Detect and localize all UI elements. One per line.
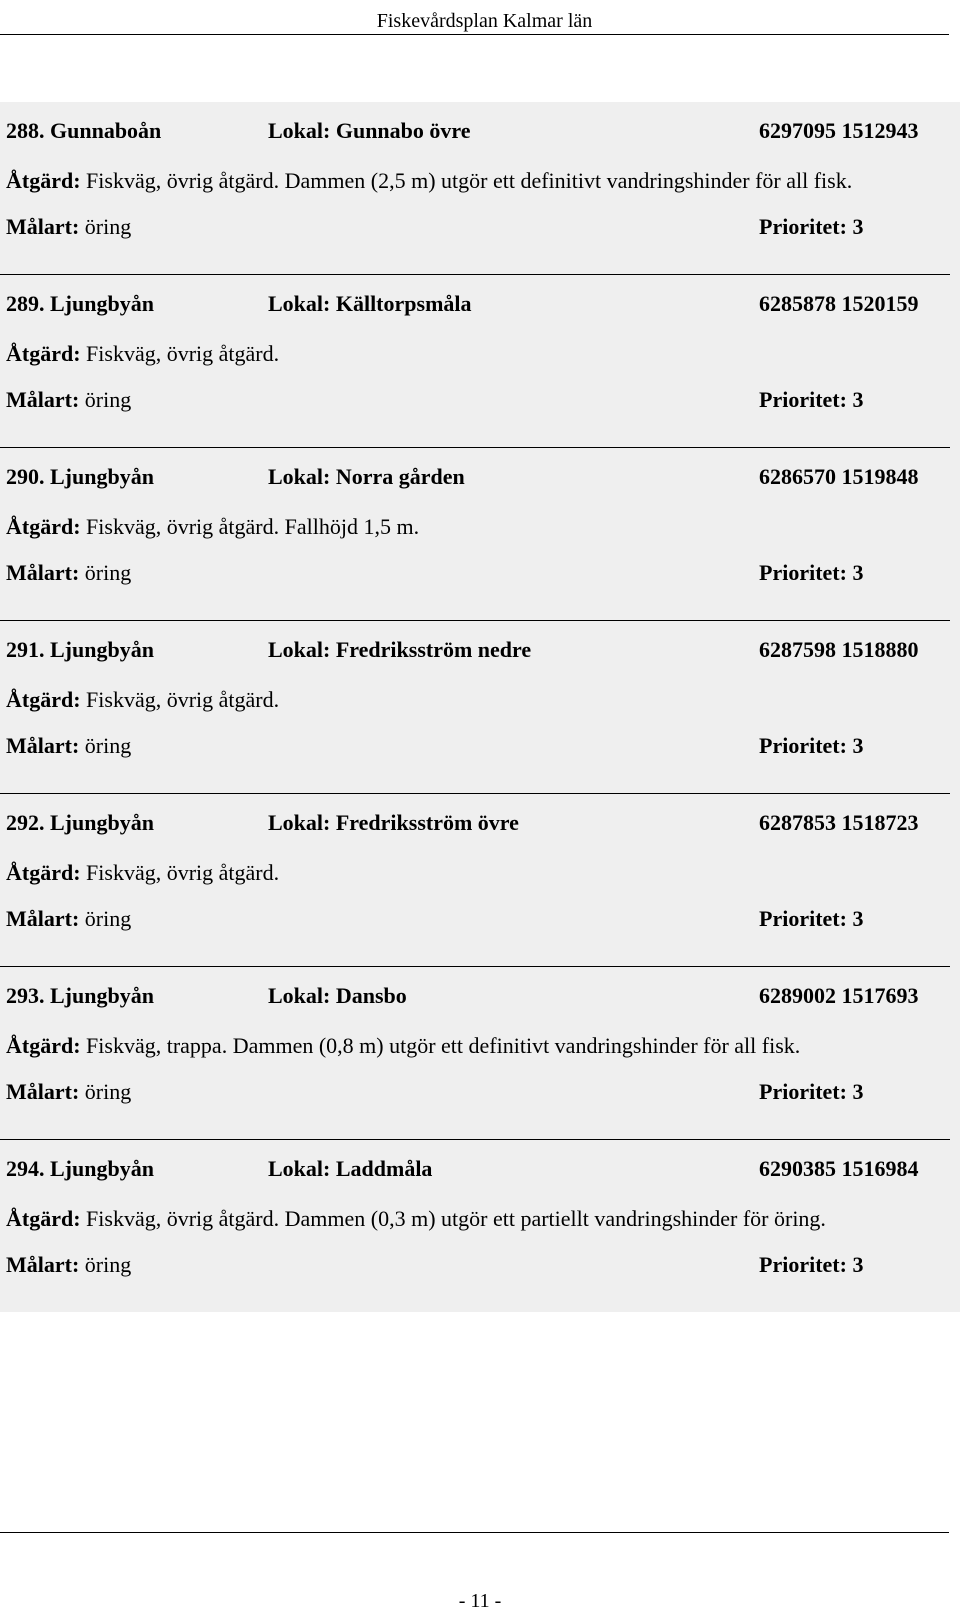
entry-lokal: Lokal: Laddmåla [268,1156,433,1181]
entry-malart-row [0,383,950,427]
atgard-label: Åtgärd: [6,1206,87,1231]
entry-header [0,621,950,679]
bottom-divider [0,1532,949,1533]
atgard-text: Fiskväg, övrig åtgärd. [86,341,280,366]
prioritet-label: Prioritet: [759,214,853,239]
malart-value: öring [84,1252,132,1277]
malart-value: öring [84,387,132,412]
atgard-text: Fiskväg, övrig åtgärd. [86,860,280,885]
entry-atgard [0,506,950,542]
prioritet-value: 3 [852,387,864,412]
malart-value: öring [84,906,132,931]
entry-lokal: Lokal: Fredriksström övre [268,810,519,835]
entry-coordinates: 6289002 1517693 [759,983,919,1008]
atgard-label: Åtgärd: [6,168,87,193]
malart-label: Målart: [6,1079,85,1104]
entry-lokal: Lokal: Gunnabo övre [268,118,471,143]
prioritet-value: 3 [852,214,864,239]
entry-malart-row [0,1075,950,1119]
prioritet-label: Prioritet: [759,1252,853,1277]
malart-value: öring [84,1079,132,1104]
entry-coordinates: 6285878 1520159 [759,291,919,316]
prioritet-label: Prioritet: [759,733,853,758]
entry-coordinates: 6287598 1518880 [759,637,919,662]
entry-atgard [0,1198,950,1234]
prioritet-label: Prioritet: [759,906,853,931]
entry-atgard [0,160,950,196]
entry-lokal: Lokal: Dansbo [268,983,407,1008]
malart-value: öring [84,733,132,758]
malart-label: Målart: [6,560,85,585]
entry-malart-row [0,1248,950,1292]
atgard-label: Åtgärd: [6,687,87,712]
fish-passage-entry [0,966,950,1139]
prioritet-label: Prioritet: [759,560,853,585]
malart-label: Målart: [6,733,85,758]
entry-header [0,275,950,333]
fish-passage-entry [0,1139,950,1312]
entry-coordinates: 6287853 1518723 [759,810,919,835]
fish-passage-entry [0,620,950,793]
malart-label: Målart: [6,906,85,931]
entry-malart-row [0,902,950,946]
entry-header [0,102,950,160]
fish-passage-entry [0,793,950,966]
entry-number: 292. Ljungbyån [6,810,154,835]
malart-label: Målart: [6,1252,85,1277]
entry-malart-row [0,729,950,773]
prioritet-value: 3 [852,733,864,758]
malart-value: öring [84,560,132,585]
entry-number: 289. Ljungbyån [6,291,154,316]
prioritet-value: 3 [852,1252,864,1277]
entry-atgard [0,679,950,715]
malart-label: Målart: [6,387,85,412]
prioritet-value: 3 [852,1079,864,1104]
entry-coordinates: 6286570 1519848 [759,464,919,489]
entry-lokal: Lokal: Källtorpsmåla [268,291,472,316]
fish-passage-entry [0,447,950,620]
entry-atgard [0,852,950,888]
malart-label: Målart: [6,214,85,239]
entry-header [0,794,950,852]
entry-number: 291. Ljungbyån [6,637,154,662]
entry-header [0,448,950,506]
entry-number: 288. Gunnaboån [6,118,162,143]
prioritet-label: Prioritet: [759,1079,853,1104]
entry-atgard [0,1025,950,1061]
atgard-text: Fiskväg, övrig åtgärd. Dammen (0,3 m) utgör ett partiellt vandringshinder för öring. [86,1206,826,1231]
atgard-label: Åtgärd: [6,860,87,885]
entry-coordinates: 6297095 1512943 [759,118,919,143]
entry-lokal: Lokal: Norra gården [268,464,465,489]
page-number: - 11 - [458,1590,502,1612]
entry-coordinates: 6290385 1516984 [759,1156,919,1181]
entry-header [0,1140,950,1198]
entry-number: 290. Ljungbyån [6,464,154,489]
fish-passage-entry [0,274,950,447]
entry-malart-row [0,210,950,254]
entries-list [0,102,960,1312]
atgard-text: Fiskväg, övrig åtgärd. Dammen (2,5 m) utgör ett definitivt vandringshinder för all fisk. [86,168,853,193]
entry-atgard [0,333,950,369]
atgard-text: Fiskväg, övrig åtgärd. [86,687,280,712]
fish-passage-entry [0,102,950,274]
atgard-label: Åtgärd: [6,1033,87,1058]
entry-malart-row [0,556,950,600]
entry-header [0,967,950,1025]
malart-value: öring [84,214,132,239]
atgard-label: Åtgärd: [6,341,87,366]
atgard-text: Fiskväg, trappa. Dammen (0,8 m) utgör ett definitivt vandringshinder för all fisk. [86,1033,801,1058]
prioritet-label: Prioritet: [759,387,853,412]
prioritet-value: 3 [852,906,864,931]
entry-lokal: Lokal: Fredriksström nedre [268,637,532,662]
page-header [0,0,949,35]
prioritet-value: 3 [852,560,864,585]
atgard-label: Åtgärd: [6,514,87,539]
entry-number: 294. Ljungbyån [6,1156,154,1181]
atgard-text: Fiskväg, övrig åtgärd. Fallhöjd 1,5 m. [86,514,420,539]
entry-number: 293. Ljungbyån [6,983,154,1008]
header-title: Fiskevårdsplan Kalmar län [376,10,593,32]
